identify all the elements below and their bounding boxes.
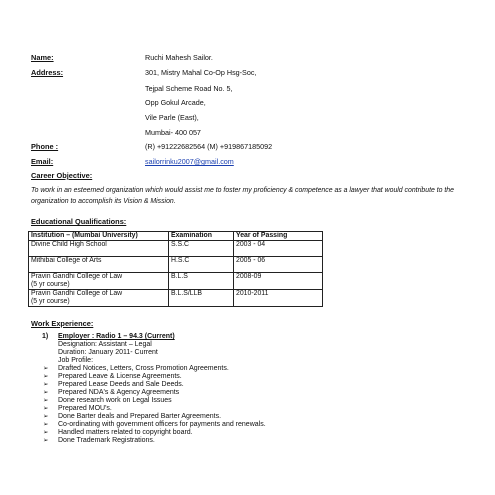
list-item: ➢ Drafted Notices, Letters, Cross Promotion Agreements. — [43, 365, 229, 372]
email-link[interactable]: sailorrinku2007@gmail.com — [145, 157, 234, 166]
address-line: 301, Mistry Mahal Co-Op Hsg-Soc, — [145, 68, 257, 77]
designation-text: Designation: Assistant – Legal — [58, 341, 152, 348]
list-item: ➢ Done Barter deals and Prepared Barter Agreements. — [43, 413, 222, 421]
table-cell: Pravin Gandhi College of Law (5 yr course) — [29, 273, 169, 290]
career-objective-text: To work in an esteemed organization which would assist me to foster my proficiency & competence as a lawyer that would contribute to the organization to accomplish its Vision & Mission. — [31, 187, 454, 205]
table-row — [29, 257, 323, 273]
arrow-bullet-icon: ➢ — [43, 389, 49, 397]
arrow-bullet-icon: ➢ — [43, 437, 49, 445]
address-line: Opp Gokul Arcade, — [145, 98, 206, 107]
arrow-bullet-icon: ➢ — [43, 413, 49, 421]
table-cell: 2005 - 06 — [234, 257, 323, 273]
table-cell: 2010-2011 — [234, 290, 323, 307]
table-cell: Divine Child High School — [29, 241, 169, 257]
work-experience-heading: Work Experience: — [31, 319, 94, 328]
arrow-bullet-icon: ➢ — [43, 365, 49, 372]
table-cell: S.S.C — [169, 241, 234, 257]
list-item: ➢ Done research work on Legal Issues — [43, 397, 172, 405]
column-header: Examination — [169, 232, 234, 241]
address-line: Vile Parle (East), — [145, 113, 199, 122]
table-cell: B.L.S/LLB — [169, 290, 234, 307]
table-cell: 2003 - 04 — [234, 241, 323, 257]
address-label: Address: — [31, 68, 64, 77]
arrow-bullet-icon: ➢ — [43, 421, 49, 429]
table-row — [29, 273, 323, 290]
table-cell: H.S.C — [169, 257, 234, 273]
arrow-bullet-icon: ➢ — [43, 381, 49, 389]
phone-value: (R) +91222682564 (M) +919867185092 — [145, 142, 273, 151]
education-heading: Educational Qualifications: — [31, 217, 127, 226]
arrow-bullet-icon: ➢ — [43, 373, 49, 381]
table-cell: 2008-09 — [234, 273, 323, 290]
list-item: ➢ Prepared MOU's. — [43, 405, 112, 413]
address-line: Tejpal Scheme Road No. 5, — [145, 84, 233, 93]
arrow-bullet-icon: ➢ — [43, 397, 49, 405]
table-row — [29, 241, 323, 257]
table-row — [29, 290, 323, 307]
name-value: Ruchi Mahesh Sailor. — [145, 53, 213, 62]
duration-text: Duration: January 2011- Current — [58, 349, 158, 356]
job-profile-label: Job Profile: — [58, 357, 94, 364]
column-header: Year of Passing — [234, 232, 323, 241]
education-table — [28, 231, 323, 307]
entry-number: 1) — [42, 333, 49, 340]
table-cell: Pravin Gandhi College of Law (5 yr course) — [29, 290, 169, 307]
list-item: ➢ Handled matters related to copyright board. — [43, 429, 193, 437]
list-item: ➢ Prepared Leave & License Agreements. — [43, 373, 182, 381]
list-item: ➢ Done Trademark Registrations. — [43, 437, 155, 445]
phone-label: Phone : — [31, 142, 59, 151]
table-cell: Mithibai College of Arts — [29, 257, 169, 273]
name-label: Name: — [31, 53, 54, 62]
column-header: Institution – (Mumbai University) — [29, 232, 169, 241]
email-label: Email: — [31, 157, 54, 166]
list-item: ➢ Prepared NDA's & Agency Agreements — [43, 389, 180, 397]
list-item: ➢ Prepared Lease Deeds and Sale Deeds. — [43, 381, 184, 389]
table-header-row — [29, 232, 323, 241]
table-cell: B.L.S — [169, 273, 234, 290]
arrow-bullet-icon: ➢ — [43, 405, 49, 413]
duties-list — [42, 365, 266, 445]
career-objective-heading: Career Objective: — [31, 171, 93, 180]
address-line: Mumbai- 400 057 — [145, 128, 201, 137]
arrow-bullet-icon: ➢ — [43, 429, 49, 437]
employer-title: Employer : Radio 1 – 94.3 (Current) — [58, 333, 175, 340]
list-item: ➢ Co-ordinating with government officers for payments and renewals. — [43, 421, 266, 429]
